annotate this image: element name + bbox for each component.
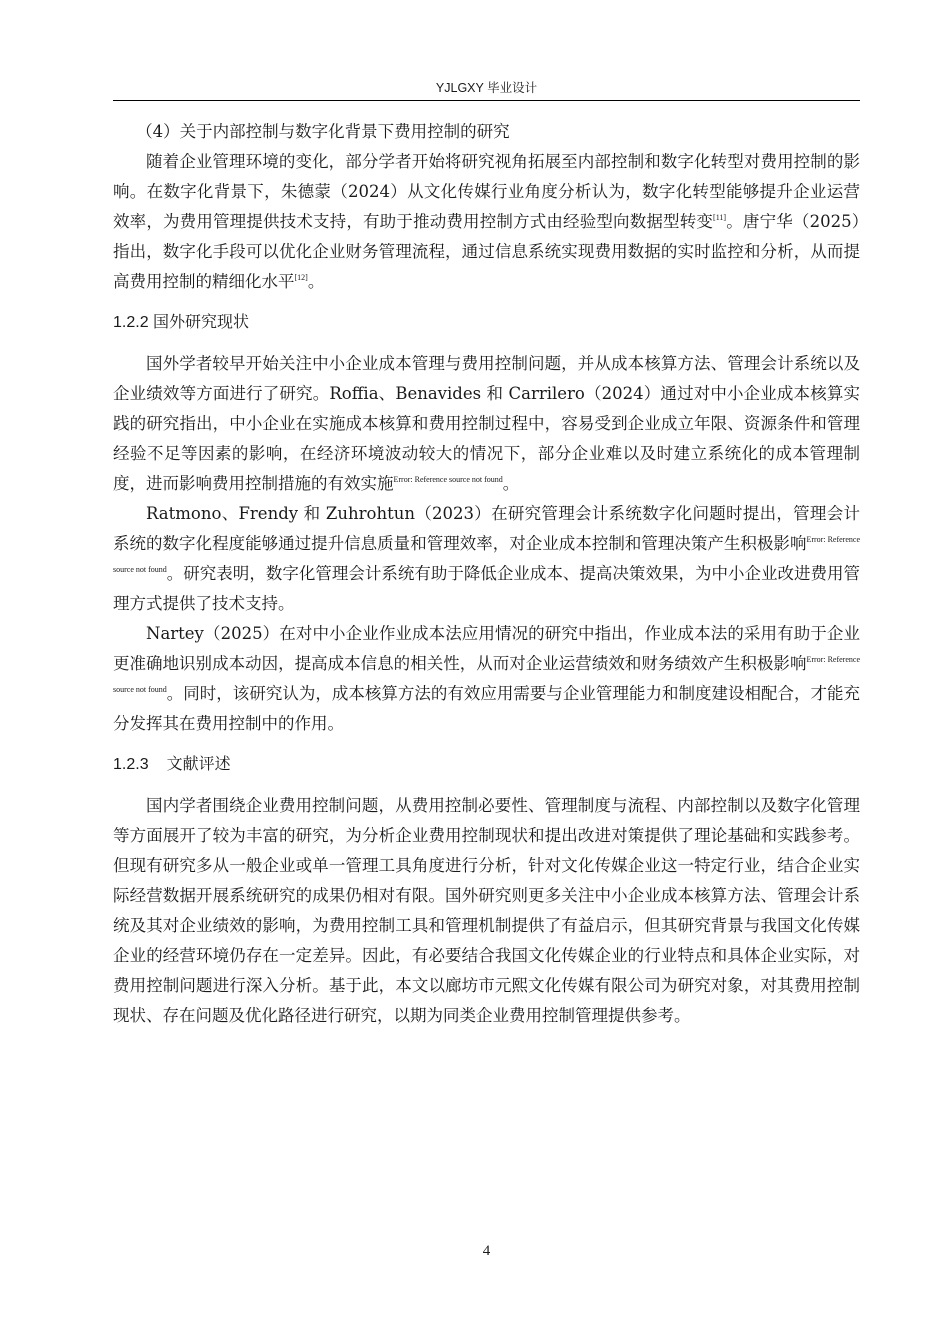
citation-error: Error: Reference source not found <box>113 535 860 574</box>
section-title: 国外研究现状 <box>153 314 250 331</box>
citation-11: [11] <box>713 213 727 222</box>
paragraph-text: 。唐宁华（2025）指出，数字化手段可以优化企业财务管理流程，通过信息系统实现费用数据的实时监控和分析，从而提高费用控制的精细化水平 <box>113 212 860 291</box>
page-number: 4 <box>482 1243 491 1259</box>
paragraph-digital-control <box>113 147 860 297</box>
paragraph-text: 。 <box>307 272 325 291</box>
section-heading-1-2-2 <box>113 309 860 337</box>
citation-12: [12] <box>294 273 308 282</box>
paragraph-nartey <box>113 619 860 739</box>
paragraph-text: 。研究表明，数字化管理会计系统有助于降低企业成本、提高决策效果，为中小企业改进费用管理方式提供了技术支持。 <box>113 564 861 613</box>
paragraph-foreign-research <box>113 349 860 499</box>
section-title: 文献评述 <box>166 756 231 773</box>
paragraph-text: Ratmono、Frendy 和 Zuhrohtun（2023）在研究管理会计系统数字化问题时提出，管理会计系统的数字化程度能够通过提升信息质量和管理效率，对企业成本控制和管理决策产生积极影响 <box>113 504 860 553</box>
citation-error: Error: Reference source not found <box>113 655 860 694</box>
paragraph-text: 。同时，该研究认为，成本核算方法的有效应用需要与企业管理能力和制度建设相配合，才能充分发挥其在费用控制中的作用。 <box>113 684 861 733</box>
section-number: 1.2.2 <box>113 314 149 331</box>
paragraph-literature-review: 国内学者围绕企业费用控制问题，从费用控制必要性、管理制度与流程、内部控制以及数字化管理等方面展开了较为丰富的研究，为分析企业费用控制现状和提出改进对策提供了理论基础和实践参考。但现有研究多从一般企业或单一管理工具角度进行分析，针对文化传媒企业这一特定行业，结合企业实际经营数据开展系统研究的成果仍相对有限。国外研究则更多关注中小企业成本核算方法、管理会计系统及其对企业绩效的影响，为费用控制工具和管理机制提供了有益启示，但其研究背景与我国文化传媒企业的经营环境仍存在一定差异。因此，有必要结合我国文化传媒企业的行业特点和具体企业实际，对费用控制问题进行深入分析。基于此，本文以廊坊市元熙文化传媒有限公司为研究对象，对其费用控制现状、存在问题及优化路径进行研究，以期为同类企业费用控制管理提供参考。 <box>113 796 860 1025</box>
paragraph-text: 。 <box>502 474 520 493</box>
paragraph-text: 随着企业管理环境的变化，部分学者开始将研究视角拓展至内部控制和数字化转型对费用控制的影响。在数字化背景下，朱德蒙（2024）从文化传媒行业角度分析认为，数字化转型能够提升企业运营效率，为费用管理提供技术支持，有助于推动费用控制方式由经验型向数据型转变 <box>113 152 860 231</box>
header-divider <box>113 100 860 101</box>
page-header: YJLGXY 毕业设计 <box>435 81 538 95</box>
section-number: 1.2.3 <box>113 756 149 773</box>
document-body <box>113 117 860 1031</box>
citation-error: Error: Reference source not found <box>393 475 503 484</box>
paragraph-text: Nartey（2025）在对中小企业作业成本法应用情况的研究中指出，作业成本法的采用有助于企业更准确地识别成本动因，提高成本信息的相关性，从而对企业运营绩效和财务绩效产生积极影响 <box>113 624 860 673</box>
subsection-heading-4: （4）关于内部控制与数字化背景下费用控制的研究 <box>136 122 510 141</box>
section-heading-1-2-3 <box>113 751 860 779</box>
paragraph-text: 国外学者较早开始关注中小企业成本管理与费用控制问题，并从成本核算方法、管理会计系统以及企业绩效等方面进行了研究。Roffia、Benavides 和 Carrilero（2024）通过对中小企业成本核算实践的研究指出，中小企业在实施成本核算和费用控制过程中，容易受到企业成立年限、资源条件和管理经验不足等因素的影响，在经济环境波动较大的情况下，部分企业难以及时建立系统化的成本管理制度，进而影响费用控制措施的有效实施 <box>113 354 860 493</box>
paragraph-ratmono <box>113 499 860 619</box>
